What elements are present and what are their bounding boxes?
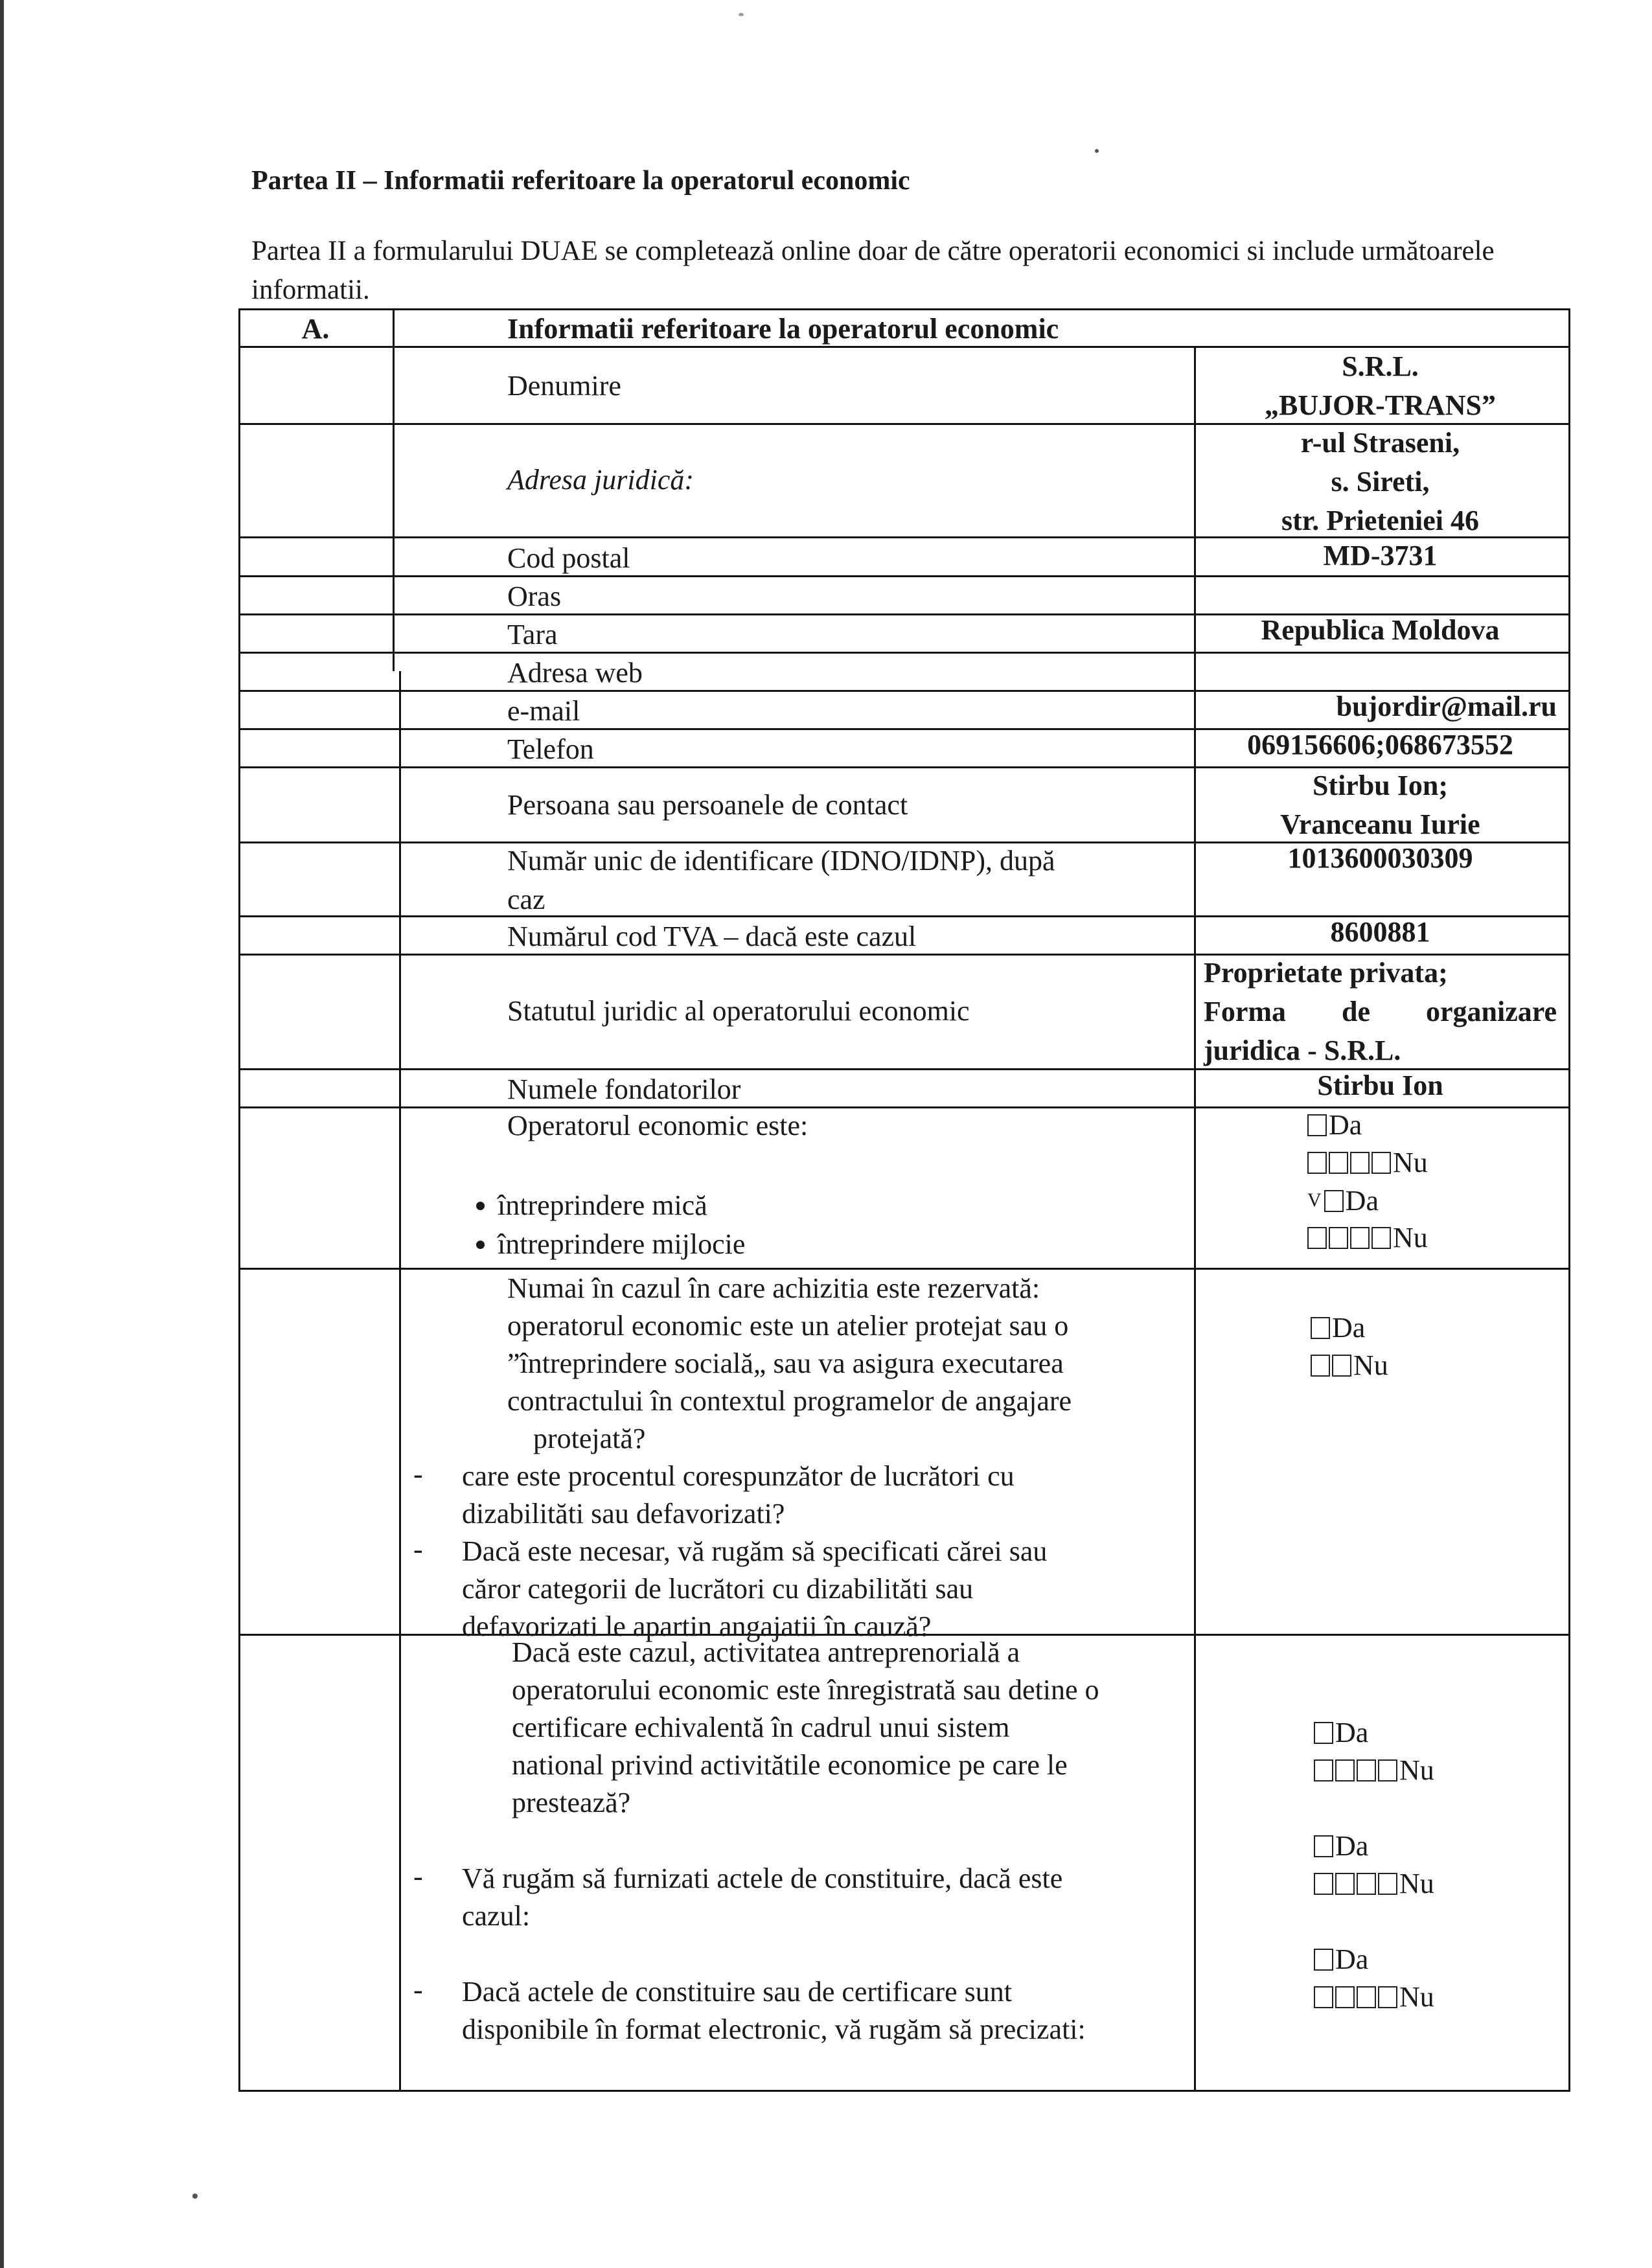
reserved-sub-line: căror categorii de lucrători cu dizabilităti sau <box>462 1573 974 1605</box>
row-divider <box>238 308 1570 310</box>
option-small-nu[interactable]: Nu <box>1307 1144 1428 1182</box>
value-tva: 8600881 <box>1330 916 1430 948</box>
reserved-sub-line: defavorizati le apartin angajatii în cauză? <box>462 1610 932 1642</box>
dash-marker: - <box>413 1458 423 1490</box>
value-statut-line1: Proprietate privata; <box>1204 957 1448 989</box>
column-divider <box>1194 347 1196 2091</box>
label-idno-line2: caz <box>507 884 545 915</box>
registration-sub-line: Vă rugăm să furnizati actele de constituire, dacă este <box>462 1862 1063 1894</box>
registration-sub-line: disponibile în format electronic, vă rugăm să precizati: <box>462 2013 1086 2045</box>
registration-line: certificare echivalentă în cadrul unui sistem <box>512 1712 1010 1743</box>
value-adresa <box>1197 424 1563 540</box>
label-adresa: Adresa juridică: <box>507 464 694 496</box>
checkbox[interactable] <box>1324 1190 1344 1212</box>
checkbox <box>1314 1759 1333 1781</box>
checkbox <box>1307 1152 1327 1174</box>
value-email: bujordir@mail.ru <box>1336 691 1557 722</box>
label-email: e-mail <box>507 695 580 727</box>
label-denumire: Denumire <box>507 370 621 402</box>
registration-line: operatorului economic este înregistrată sau detine o <box>512 1674 1099 1706</box>
checkbox <box>1314 1986 1333 2008</box>
section-heading: Informatii referitoare la operatorul economic <box>507 313 1059 345</box>
reserved-question <box>507 1270 1072 1458</box>
checkbox[interactable] <box>1378 1986 1397 2008</box>
registration-subquestion-2 <box>462 1973 1213 2048</box>
value-adresa-line1: r-ul Straseni, <box>1300 427 1460 459</box>
option-registration-da[interactable]: Da <box>1314 1714 1368 1752</box>
option-medium-nu[interactable]: Nu <box>1307 1219 1428 1257</box>
checkbox[interactable] <box>1371 1227 1391 1249</box>
value-fondatori: Stirbu Ion <box>1317 1070 1443 1101</box>
option-small-da[interactable]: Da <box>1307 1106 1362 1144</box>
registration-question <box>512 1634 1099 1822</box>
value-denumire <box>1197 347 1563 425</box>
checkbox[interactable] <box>1378 1759 1397 1781</box>
checkbox <box>1350 1152 1370 1174</box>
checkbox <box>1357 1873 1376 1895</box>
reserved-line: operatorul economic este un atelier protejat sau o <box>507 1310 1069 1342</box>
checkbox <box>1357 1986 1376 2008</box>
option-electronic-da[interactable]: Da <box>1314 1941 1368 1978</box>
value-statut-line3: juridica - S.R.L. <box>1204 1035 1401 1066</box>
operator-info-table <box>238 308 1570 2091</box>
option-electronic-nu[interactable]: Nu <box>1314 1978 1434 2016</box>
value-contact-line2: Vranceanu Iurie <box>1280 808 1480 840</box>
value-adresa-line2: s. Sireti, <box>1331 466 1430 498</box>
registration-subquestion-1 <box>462 1860 1181 1935</box>
operator-type-list <box>459 1186 745 1264</box>
registration-line: prestează? <box>512 1787 631 1818</box>
label-idno-line1: Număr unic de identificare (IDNO/IDNP), după <box>507 845 1055 876</box>
label-contact: Persoana sau persoanele de contact <box>507 789 908 821</box>
registration-line: national privind activitătile economice pe care le <box>512 1749 1068 1781</box>
value-denumire-line1: S.R.L. <box>1342 350 1419 382</box>
option-reserved-da[interactable]: Da <box>1311 1309 1365 1347</box>
value-statut <box>1197 954 1563 1070</box>
checkbox <box>1335 1759 1355 1781</box>
scan-speck <box>192 2194 198 2199</box>
checkbox[interactable] <box>1314 1949 1333 1971</box>
row-divider <box>238 652 1570 654</box>
dash-marker: - <box>413 1861 423 1892</box>
bullet-small-enterprise: • întreprindere mică <box>498 1186 745 1225</box>
column-divider <box>399 671 401 2091</box>
scan-speck <box>1095 149 1099 153</box>
option-acts-da[interactable]: Da <box>1314 1827 1368 1865</box>
scan-edge <box>0 0 4 2268</box>
reserved-line: Numai în cazul în care achizitia este rezervată: <box>507 1272 1040 1304</box>
checkbox <box>1350 1227 1370 1249</box>
row-divider <box>238 2090 1570 2092</box>
checkbox[interactable] <box>1314 1722 1333 1744</box>
dash-marker: - <box>413 1974 423 2006</box>
reserved-line: protejată? <box>533 1423 646 1454</box>
checkbox[interactable] <box>1371 1152 1391 1174</box>
checkbox <box>1335 1873 1355 1895</box>
reserved-sub-line: care este procentul corespunzător de lucrători cu <box>462 1460 1015 1492</box>
registration-line: Dacă este cazul, activitatea antreprenorială a <box>512 1636 1020 1668</box>
option-acts-nu[interactable]: Nu <box>1314 1865 1434 1903</box>
value-contact <box>1197 766 1563 844</box>
option-medium-da[interactable]: V Da <box>1307 1185 1379 1217</box>
reserved-subquestion-1 <box>462 1458 1181 1533</box>
label-oras: Oras <box>507 580 562 612</box>
dash-marker: - <box>413 1533 423 1565</box>
checkbox[interactable] <box>1332 1355 1351 1377</box>
label-statut: Statutul juridic al operatorului economic <box>507 995 970 1027</box>
value-adresa-line3: str. Prieteniei 46 <box>1281 505 1480 536</box>
page-title: Partea II – Informatii referitoare la operatorul economic <box>251 166 910 196</box>
checkbox[interactable] <box>1311 1317 1330 1339</box>
option-registration-nu[interactable]: Nu <box>1314 1752 1434 1789</box>
value-contact-line1: Stirbu Ion; <box>1312 770 1449 801</box>
label-idno <box>507 842 1055 919</box>
label-cod-postal: Cod postal <box>507 542 630 574</box>
column-divider <box>393 308 395 671</box>
checkbox[interactable] <box>1314 1835 1333 1857</box>
label-tara: Tara <box>507 619 558 650</box>
option-reserved-nu[interactable]: Nu <box>1311 1347 1388 1384</box>
label-fondatori: Numele fondatorilor <box>507 1073 741 1105</box>
label-operator-type: Operatorul economic este: <box>507 1110 809 1141</box>
scan-speck <box>739 13 744 16</box>
reserved-line: contractului în contextul programelor de angajare <box>507 1385 1072 1417</box>
value-denumire-line2: „BUJOR-TRANS” <box>1265 389 1496 421</box>
reserved-line: ”întreprindere socială„ sau va asigura executarea <box>507 1347 1064 1379</box>
value-cod-postal: MD-3731 <box>1323 540 1438 571</box>
checkbox <box>1311 1355 1330 1377</box>
checkbox[interactable] <box>1378 1873 1397 1895</box>
bullet-medium-enterprise: • întreprindere mijlocie <box>498 1225 745 1264</box>
label-telefon: Telefon <box>507 733 594 765</box>
reserved-sub-line: dizabilităti sau defavorizati? <box>462 1498 785 1529</box>
intro-paragraph: Partea II a formularului DUAE se completează online doar de către operatorii economici si include următoarele informatii. <box>251 236 1495 305</box>
value-tara: Republica Moldova <box>1261 614 1500 646</box>
value-telefon: 069156606;068673552 <box>1247 729 1513 761</box>
checkbox[interactable] <box>1307 1114 1327 1136</box>
checkbox <box>1329 1227 1348 1249</box>
checkbox <box>1307 1227 1327 1249</box>
checkbox <box>1314 1873 1333 1895</box>
row-divider <box>238 1106 1570 1108</box>
reserved-subquestion-2 <box>462 1533 1181 1645</box>
checkbox <box>1335 1986 1355 2008</box>
value-idno: 1013600030309 <box>1287 842 1473 874</box>
registration-sub-line: Dacă actele de constituire sau de certificare sunt <box>462 1976 1012 2008</box>
label-adresa-web: Adresa web <box>507 657 643 689</box>
label-tva: Numărul cod TVA – dacă este cazul <box>507 921 917 952</box>
row-divider <box>238 575 1570 577</box>
registration-sub-line: cazul: <box>462 1900 531 1932</box>
reserved-sub-line: Dacă este necesar, vă rugăm să specificati cărei sau <box>462 1535 1048 1567</box>
check-mark-icon: V <box>1307 1189 1322 1211</box>
value-statut-line2: Forma de organizare <box>1204 996 1557 1027</box>
checkbox <box>1329 1152 1348 1174</box>
checkbox <box>1357 1759 1376 1781</box>
section-letter: A. <box>301 313 330 345</box>
